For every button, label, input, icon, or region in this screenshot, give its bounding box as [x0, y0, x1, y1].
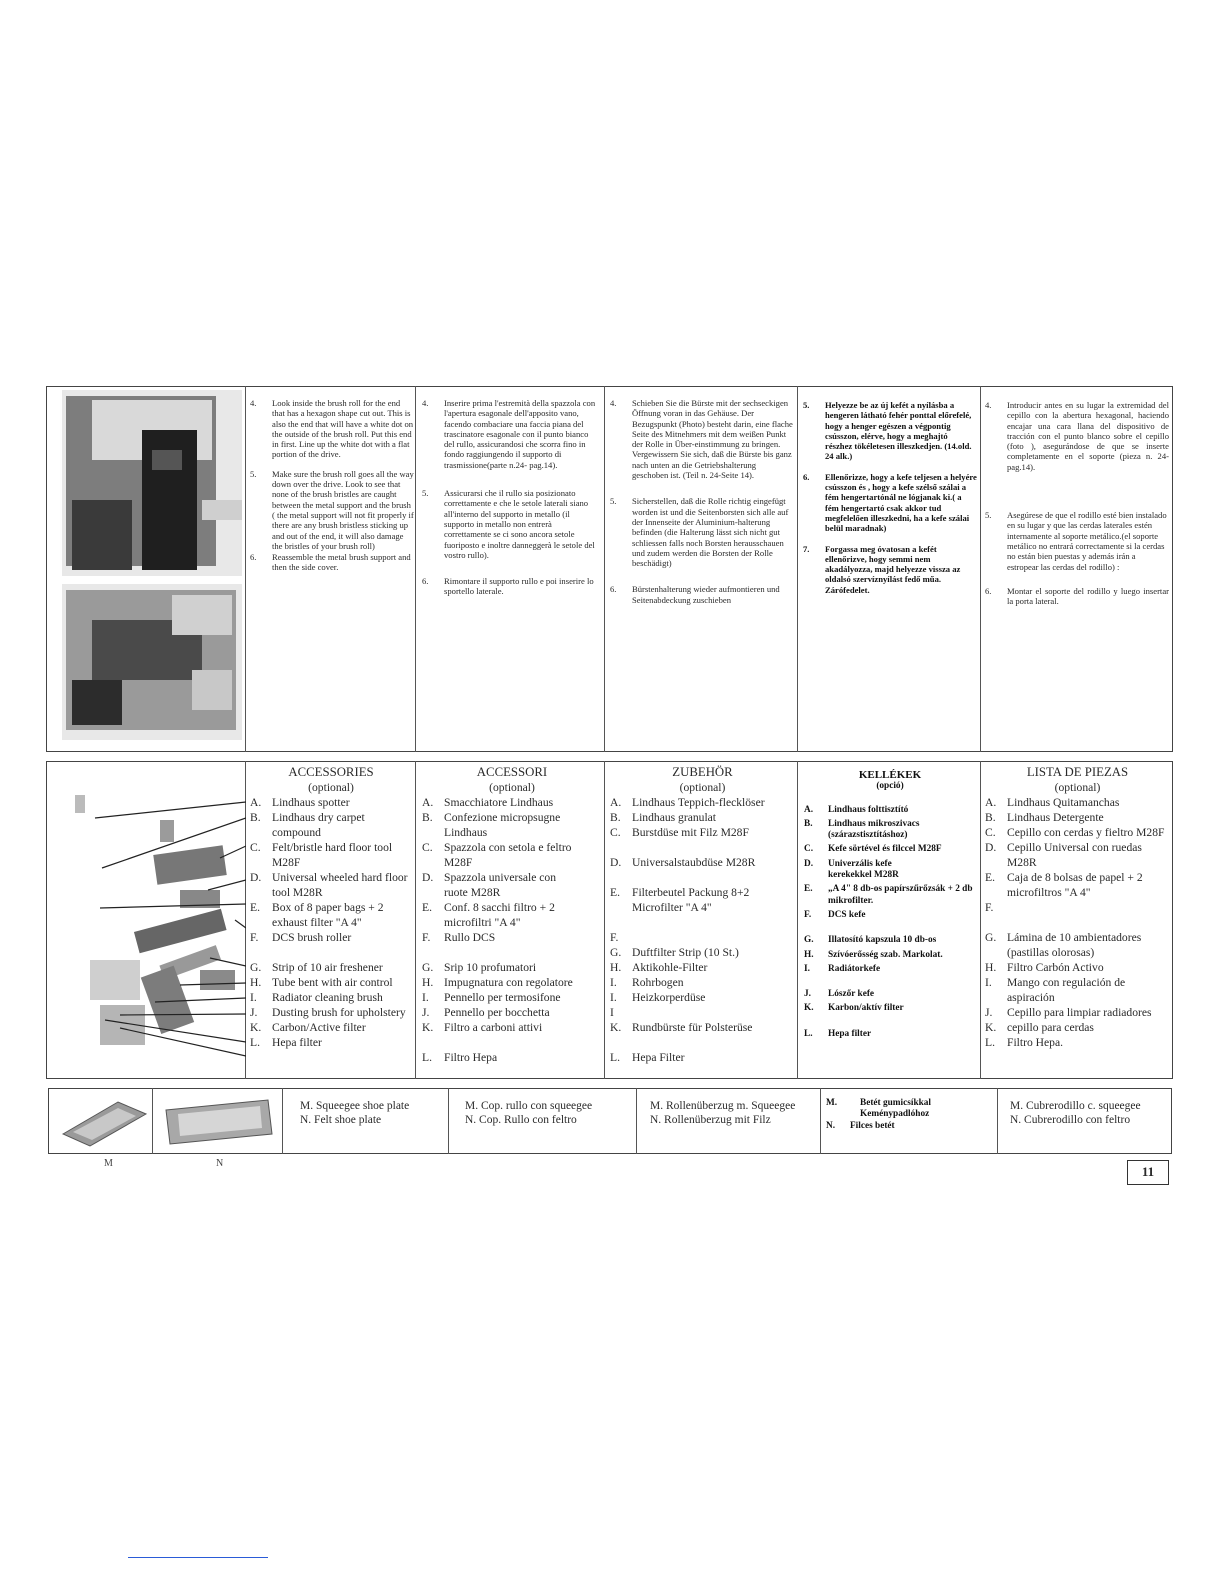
list-item [422, 960, 602, 975]
item-text: Aktikohle-Filter [632, 961, 708, 974]
item-letter: B. [250, 811, 261, 824]
item-letter: A. [985, 796, 997, 809]
list-item [610, 855, 795, 870]
step-number: 6. [803, 471, 810, 482]
item-text: Carbon/Active filter [272, 1021, 366, 1034]
item-text: Szívóerősség szab. Markolat. [828, 949, 943, 960]
item-letter: L. [250, 1036, 260, 1049]
accessories-subtitle: (optional) [308, 781, 354, 794]
step-text: Helyezze be az új kefét a nyílásba a hengeren látható fehér ponttal előrefelé, hogy a henger egészen a végpontig csússzon, elérve, hogy a meghajtó részhez tökéletesen illeszkedjen. (14.old. 24 alk.) [825, 400, 972, 462]
item-text: Burstdüse mit Filz M28F [632, 826, 749, 839]
list-item [985, 930, 1170, 960]
step-text: Reassemble the metal brush support and then the side cover. [272, 552, 411, 573]
shoe-plate-n [826, 1121, 996, 1132]
item-text: Caja de 8 bolsas de papel + 2 microfiltros "A 4" [1007, 871, 1143, 899]
shoe-plate-n: N. Rollenüberzug mit Filz [650, 1114, 771, 1126]
list-item [422, 1005, 602, 1020]
list-item [250, 930, 412, 945]
list-item [610, 930, 795, 945]
item-letter: J. [985, 1006, 993, 1019]
item-letter: C. [804, 844, 814, 855]
item-letter: K. [610, 1021, 622, 1034]
accessories-italian [422, 765, 602, 1065]
german-instructions [610, 398, 794, 614]
list-item [804, 805, 976, 816]
list-item [804, 964, 976, 975]
shoe-plates-italian [465, 1099, 592, 1127]
list-item [422, 840, 582, 870]
item-letter: C. [422, 841, 433, 854]
step-text: Look inside the brush roll for the end that has a hexagon shape cut out. This is also the end that will have a white dot on the outside of the brush roll. Put this end in first. Line up the white dot with a flat portion of the drive. [272, 398, 414, 460]
item-text: Filtro Carbón Activo [1007, 961, 1104, 974]
item-letter: J. [804, 989, 811, 1000]
item-letter: D. [250, 871, 262, 884]
step-text: Montar el soporte del rodillo y luego insertar la porta lateral. [1007, 585, 1169, 607]
list-item [985, 960, 1170, 975]
item-text: Cepillo para limpiar radiadores [1007, 1006, 1152, 1019]
item-text: Filtro a carboni attivi [444, 1021, 543, 1034]
item-text: Mango con regulación de aspiración [1007, 976, 1126, 1004]
item-text: Kefe sörtével és filccel M28F [828, 844, 942, 855]
item-letter: A. [250, 796, 262, 809]
step-text: Rimontare il supporto rullo e poi inserire lo sportello laterale. [444, 576, 594, 597]
item-letter: E. [250, 901, 260, 914]
list-item [985, 840, 1170, 870]
item-letter: I. [804, 963, 810, 974]
list-item [610, 825, 795, 840]
page-number [1127, 1160, 1169, 1185]
item-letter: D. [804, 858, 814, 869]
step-text: Inserire prima l'estremità della spazzola con l'apertura esagonale dell'apposito vano, facendo combaciare una faccia piana del trascinatore esagonale con il punto bianco del rullo, assicurandosi che scorra fino in fondo raggiungendo il supporto di trasmissione(parte n.24- pag.14). [444, 398, 596, 470]
item-letter: I. [610, 976, 617, 989]
item-letter: I [610, 1006, 614, 1019]
item-text: Impugnatura con regolatore [444, 976, 573, 989]
item-text: Filtro Hepa [444, 1051, 498, 1064]
item-text: Hepa filter [828, 1028, 872, 1039]
item-text: Lindhaus Teppich-flecklöser [632, 796, 765, 809]
item-letter: B. [804, 818, 813, 829]
list-item [422, 900, 582, 930]
list-item [250, 960, 412, 975]
list-item [985, 900, 1170, 915]
accessories-subtitle: (optional) [1054, 781, 1101, 794]
list-item [610, 1020, 795, 1035]
item-letter: K. [422, 1021, 434, 1034]
list-item [985, 810, 1170, 825]
list-item [610, 885, 770, 915]
squeegee-shoe-plate-image [58, 1094, 148, 1148]
item-letter: J. [250, 1006, 258, 1019]
accessories-subtitle: (opció) [876, 781, 904, 792]
item-text: Lindhaus mikroszivacs (szárazstisztításhoz) [828, 818, 920, 841]
item-letter: G. [250, 961, 262, 974]
item-letter: A. [610, 796, 622, 809]
step-number: 6. [250, 552, 257, 563]
list-item [250, 975, 412, 990]
shoe-plate-n: N. Cop. Rullo con feltro [465, 1114, 577, 1126]
footnote-separator [128, 1557, 268, 1558]
list-item [250, 870, 412, 900]
accessories-english [250, 765, 412, 1050]
list-item [610, 975, 795, 990]
list-item [250, 1035, 412, 1050]
step-number: 4. [250, 398, 257, 408]
item-letter: E. [610, 886, 620, 899]
shoe-plate-m: M. Rollenüberzug m. Squeegee [650, 1100, 796, 1112]
list-item [250, 1005, 412, 1020]
italian-instructions [422, 398, 600, 606]
item-letter: B. [610, 811, 621, 824]
step-text: Ellenőrizze, hogy a kefe teljesen a helyére csússzon és , hogy a kefe szélső szálai a fém hengertartónál ne lógjanak ki.( a fém hengertartó csak akkor tud megfelelően illeszkedni, ha a kefe szálai belül maradnak) [825, 471, 977, 534]
list-item [250, 840, 412, 870]
item-text: cepillo para cerdas [1007, 1021, 1094, 1034]
accessories-title: ACCESSORI [476, 765, 548, 779]
list-item [610, 945, 795, 960]
item-text: Smacchiatore Lindhaus [444, 796, 554, 809]
item-letter: B. [985, 811, 996, 824]
accessories-subtitle: (optional) [679, 781, 726, 794]
list-item [985, 825, 1170, 840]
spanish-instructions [985, 400, 1169, 615]
item-text: Lindhaus dry carpet compound [272, 811, 365, 839]
item-letter: F. [422, 931, 431, 944]
item-letter: H. [804, 949, 814, 960]
list-item [804, 1003, 976, 1014]
step-number: 5. [985, 510, 992, 521]
item-letter: I. [250, 991, 257, 1004]
item-text: Lindhaus Quitamanchas [1007, 796, 1120, 809]
item-text: Heizkorperdüse [632, 991, 706, 1004]
item-text: Filtro Hepa. [1007, 1036, 1064, 1049]
list-item [804, 884, 976, 907]
item-letter: M. [826, 1098, 838, 1108]
item-text: Felt/bristle hard floor tool M28F [272, 841, 393, 869]
list-item [804, 844, 944, 855]
list-item [804, 819, 944, 842]
item-text: Box of 8 paper bags + 2 exhaust filter "A 4" [272, 901, 384, 929]
list-item [250, 1020, 412, 1035]
item-text: Lószőr kefe [828, 989, 875, 1000]
list-item [804, 910, 976, 921]
item-text: Lindhaus granulat [632, 811, 717, 824]
item-text: Srip 10 profumatori [444, 961, 537, 974]
list-item [804, 989, 976, 1000]
list-item [610, 1050, 795, 1065]
list-item [804, 950, 976, 961]
item-text: Lindhaus Detergente [1007, 811, 1104, 824]
item-text: Conf. 8 sacchi filtro + 2 microfiltri "A 4" [444, 901, 555, 929]
page-number-text: 11 [1141, 1164, 1155, 1179]
item-text [1007, 900, 1170, 915]
list-item [985, 975, 1170, 1005]
step-number: 5. [422, 488, 429, 499]
shoe-plate-n: N. Felt shoe plate [300, 1114, 382, 1126]
item-letter: H. [985, 961, 997, 974]
item-text: Pennello per termosifone [444, 991, 561, 1004]
item-letter: H. [250, 976, 262, 989]
item-letter: J. [422, 1006, 430, 1019]
brush-installation-photo [62, 390, 242, 740]
item-text: Illatosító kapszula 10 db-os [828, 935, 937, 946]
accessories-german [610, 765, 795, 1065]
step-number: 4. [610, 398, 617, 408]
item-letter: A. [422, 796, 434, 809]
item-text: Rohrbogen [632, 976, 684, 989]
list-item [422, 870, 582, 900]
step-text: Introducir antes en su lugar la extremidad del cepillo con la abertura hexagonal, haciendo encajar una cara llana del dispositivo de tracción con el punto blanco sobre el cepillo (foto ), asegurándose de que se inserte completamente en el soporte (pieza n. 24-pag.14). [1007, 400, 1169, 472]
item-letter: G. [422, 961, 434, 974]
shoe-plate-m: M. Cubrerodillo c. squeegee [1010, 1100, 1141, 1112]
item-letter: L. [985, 1036, 995, 1049]
item-letter: F. [250, 931, 259, 944]
item-letter: H. [422, 976, 434, 989]
shoe-plate-m [826, 1098, 996, 1121]
item-letter: I. [422, 991, 429, 1004]
list-item [422, 930, 602, 945]
item-text: Universal wheeled hard floor tool M28R [272, 871, 408, 899]
item-text: Karbon/aktív filter [828, 1003, 904, 1014]
list-item [422, 1050, 602, 1065]
item-letter: L. [422, 1051, 432, 1064]
step-number: 4. [422, 398, 429, 408]
item-letter: K. [985, 1021, 997, 1034]
step-number: 6. [985, 585, 992, 596]
item-text: Tube bent with air control [272, 976, 393, 989]
item-text: Duftfilter Strip (10 St.) [632, 946, 739, 959]
item-letter: I. [985, 976, 992, 989]
list-item [985, 795, 1170, 810]
step-text: Sicherstellen, daß die Rolle richtig eingefügt worden ist und die Seitenborsten sich alle auf der Innenseite der Aluminium-halterung befinden (die Halterung lässt sich nicht gut schliessen falls noch Borsten herausschauen und zudem werden die Borsten der Rolle beschädigt) [632, 496, 789, 569]
step-text: Forgassa meg óvatosan a kefét ellenőrizve, hogy semmi nem akadályozza, majd helyezze vissza az oldalsó szervíznyílást fedő műa. Zárófedelet. [825, 543, 961, 595]
step-number: 6. [422, 576, 429, 587]
step-number: 7. [803, 543, 810, 554]
item-text: Dusting brush for upholstery [272, 1006, 406, 1019]
list-item [422, 975, 602, 990]
english-instructions [250, 398, 414, 582]
accessories-spanish [985, 765, 1170, 1050]
item-letter: H. [610, 961, 622, 974]
item-letter: D. [422, 871, 434, 884]
item-letter: G. [610, 946, 622, 959]
item-text: Univerzális kefe kerekekkel M28R [828, 858, 899, 881]
shoe-plates-german [650, 1099, 795, 1127]
item-text: DCS kefe [828, 909, 866, 920]
item-text [632, 930, 795, 945]
item-letter: G. [985, 931, 997, 944]
accessories-title: KELLÉKEK [858, 769, 922, 781]
list-item [250, 900, 412, 930]
step-number: 5. [803, 400, 810, 410]
accessories-subtitle: (optional) [489, 781, 535, 794]
list-item [804, 1029, 976, 1040]
list-item [985, 1005, 1170, 1020]
item-text: Radiátorkefe [828, 963, 881, 974]
item-letter: E. [422, 901, 432, 914]
step-number: 6. [610, 584, 617, 595]
item-letter: I. [610, 991, 617, 1004]
item-text: Pennello per bocchetta [444, 1006, 550, 1019]
list-item [610, 795, 795, 810]
item-text: Strip of 10 air freshener [272, 961, 383, 974]
shoe-plate-n: N. Cubrerodillo con feltro [1010, 1114, 1131, 1126]
item-text: DCS brush roller [272, 931, 352, 944]
item-text: Cepillo con cerdas y fieltro M28F [1007, 826, 1165, 839]
item-letter: K. [804, 1003, 814, 1014]
item-text: Lindhaus spotter [272, 796, 350, 809]
list-item [422, 810, 582, 840]
list-item [250, 810, 412, 840]
list-item [610, 960, 795, 975]
item-text: Filces betét [850, 1120, 895, 1131]
item-letter: F. [985, 901, 994, 914]
item-letter: C. [985, 826, 996, 839]
list-item [422, 990, 602, 1005]
item-text [632, 1005, 795, 1020]
item-text: Lámina de 10 ambientadores (pastillas olorosas) [1007, 931, 1142, 959]
item-letter: E. [804, 884, 813, 895]
item-letter: F. [610, 931, 619, 944]
item-text: Rullo DCS [444, 931, 496, 944]
list-item [985, 1020, 1170, 1035]
item-text: Cepillo Universal con ruedas M28R [1007, 841, 1142, 869]
list-item [610, 1005, 795, 1020]
item-text: Filterbeutel Packung 8+2 Microfilter "A 4" [632, 886, 750, 914]
list-item [985, 870, 1170, 900]
item-text: Betét gumicsíkkal Keménypadlóhoz [860, 1098, 932, 1120]
item-letter: K. [250, 1021, 262, 1034]
item-letter: B. [422, 811, 433, 824]
shoe-plates-hungarian [826, 1098, 996, 1132]
item-letter: L. [804, 1028, 813, 1039]
accessories-title: ZUBEHÖR [672, 765, 733, 779]
step-text: Asegúrese de que el rodillo esté bien instalado en su lugar y que las cerdas laterales estén internamente al soporte metálico.(el soporte metálico no entrará correctamente si la cerdas no están bien puestas y además irán a estropear las cerdas del rodillo) : [1007, 510, 1167, 572]
item-letter: F. [804, 909, 812, 920]
felt-shoe-plate-image [160, 1094, 276, 1148]
item-letter: D. [985, 841, 997, 854]
item-letter: C. [250, 841, 261, 854]
item-text: Rundbürste für Polsterüse [632, 1021, 753, 1034]
item-text: „A 4" 8 db-os papírszűrőzsák + 2 db mikrofilter. [828, 884, 973, 906]
accessories-title: LISTA DE PIEZAS [1026, 765, 1129, 779]
item-text: Universalstaubdüse M28R [632, 856, 756, 869]
item-text: Confezione micropsugne Lindhaus [444, 811, 561, 839]
item-text: Radiator cleaning brush [272, 991, 383, 1004]
step-number: 5. [610, 496, 617, 507]
accessories-hungarian [804, 770, 976, 1040]
item-letter: E. [985, 871, 995, 884]
list-item [250, 795, 412, 810]
item-letter: D. [610, 856, 622, 869]
step-number: 4. [985, 400, 992, 410]
list-item [250, 990, 412, 1005]
list-item [610, 990, 795, 1005]
shoe-plate-m: M. Cop. rullo con squeegee [465, 1100, 593, 1112]
step-text: Bürstenhalterung wieder aufmontieren und Seitenabdeckung zuschieben [632, 584, 780, 605]
list-item [422, 1020, 602, 1035]
item-letter: L. [610, 1051, 620, 1064]
list-item [610, 810, 795, 825]
item-text: Spazzola universale con ruote M28R [444, 871, 557, 899]
item-letter: C. [610, 826, 621, 839]
list-item [422, 795, 602, 810]
hungarian-instructions [803, 400, 977, 604]
step-text: Make sure the brush roll goes all the way down over the drive. Look to see that none of the brush bristles are caught between the metal support and the brush ( the metal support will not fit properly if there are any brush bristless sticking up and out of the end, it will also damage the bristles of your brush roll) [272, 468, 414, 551]
list-item [804, 859, 934, 882]
caption-n: N [216, 1158, 224, 1169]
shoe-plates-spanish [1010, 1099, 1141, 1127]
list-item [985, 1035, 1170, 1050]
step-number: 5. [250, 468, 257, 479]
item-text: Spazzola con setola e feltro M28F [444, 841, 572, 869]
item-letter: N. [826, 1120, 836, 1131]
item-letter: G. [804, 935, 814, 946]
step-text: Assicurarsi che il rullo sia posizionato correttamente e che le setole laterali siano all'interno del supporto in metallo (il supporto in metallo non entrerà correttamente se ci sono ancora setole fuoriposto e inoltre danneggerà le setole del vostro rullo). [444, 488, 595, 560]
accessories-title: ACCESSORIES [288, 765, 374, 779]
shoe-plate-m: M. Squeegee shoe plate [300, 1100, 410, 1112]
list-item [804, 935, 976, 946]
item-text: Hepa Filter [632, 1051, 685, 1064]
item-text: Hepa filter [272, 1036, 322, 1049]
shoe-plates-english [300, 1099, 409, 1127]
step-text: Schieben Sie die Bürste mit der sechseckigen Öffnung voran in das Gehäuse. Der Bezugspunkt (Photo) besteht darin, eine flache Seite des Mitnehmers mit dem weißen Punkt der Rolle in Über-einstimmung zu bringen. Vergewissern Sie sich, daß die Bürste bis ganz nach unten an die Getriebshalterung geschoben ist. (Teil n. 24-Seite 14). [632, 398, 793, 481]
accessories-illustration [60, 780, 246, 1070]
caption-m: M [104, 1158, 113, 1169]
item-text: Lindhaus folttisztító [828, 804, 909, 815]
item-letter: A. [804, 804, 814, 815]
